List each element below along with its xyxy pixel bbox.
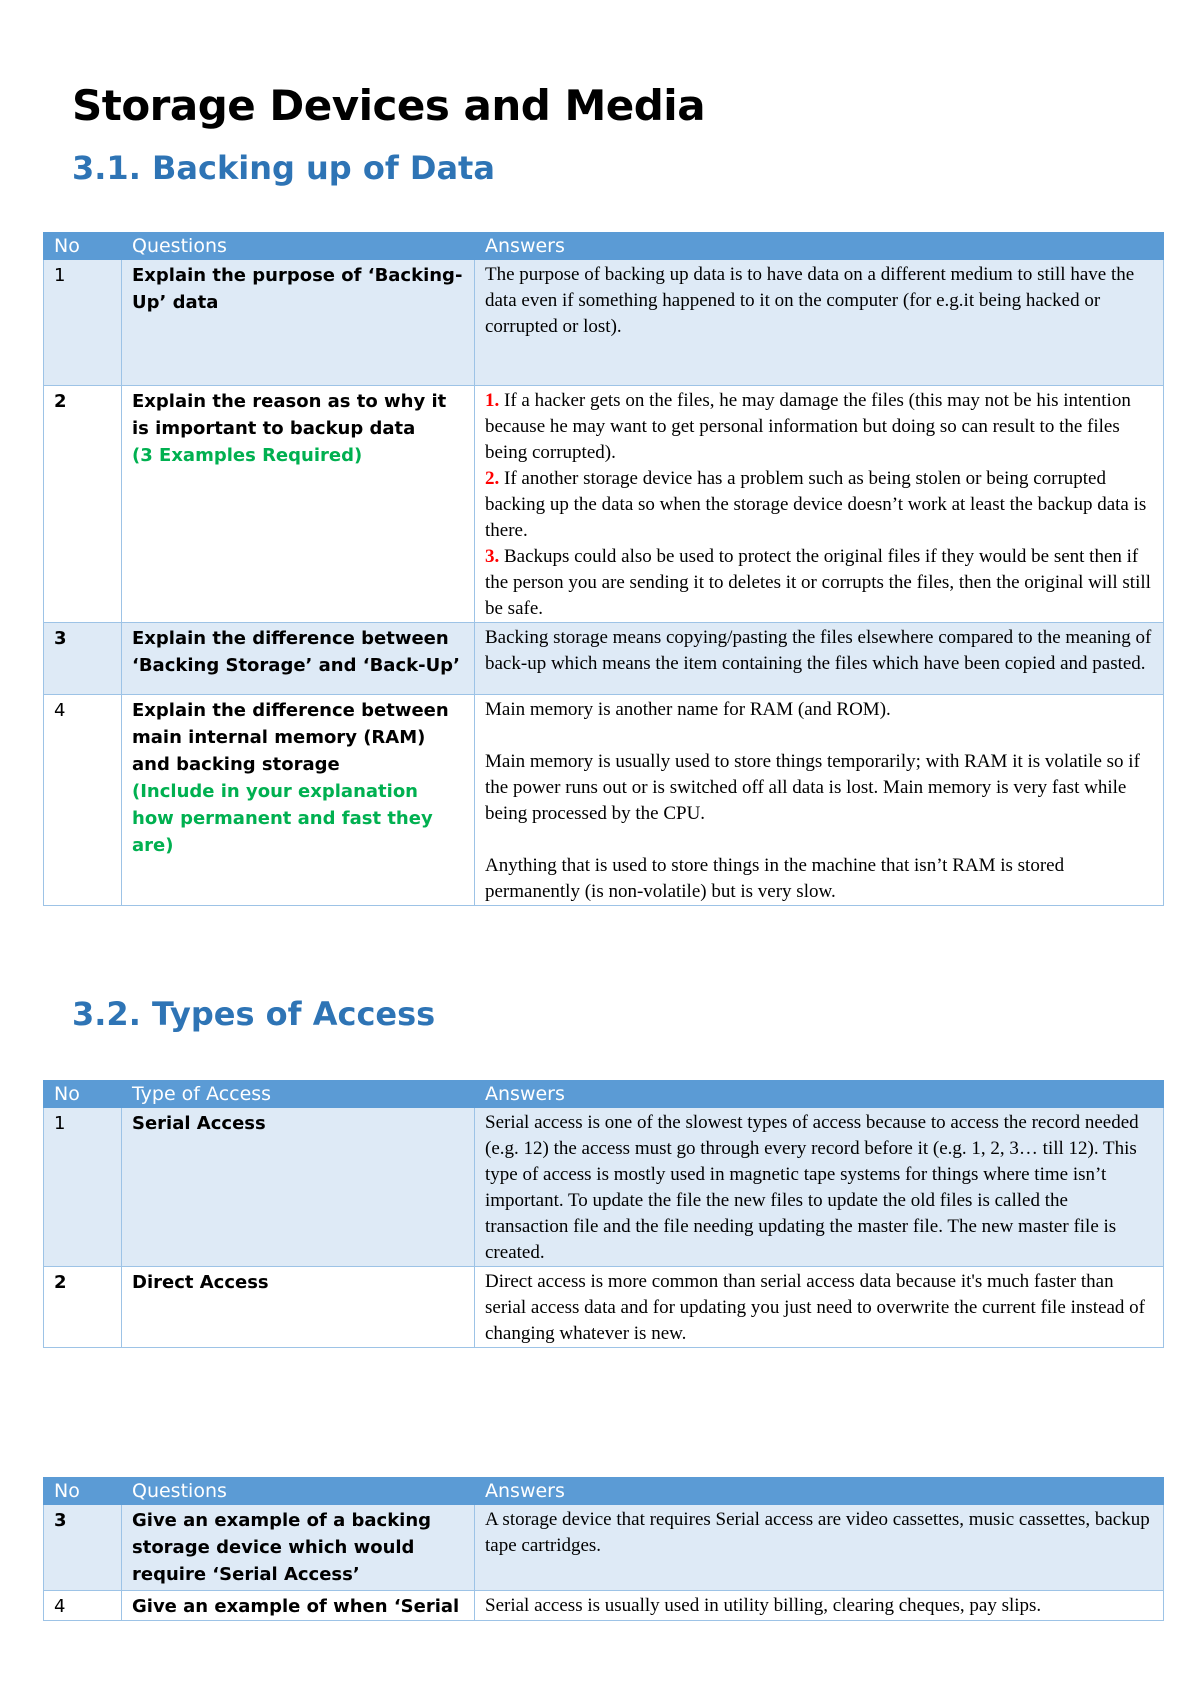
- row-number: 1: [44, 1108, 122, 1267]
- question-note: (3 Examples Required): [132, 445, 363, 466]
- column-header-no: No: [44, 233, 122, 260]
- answer-item-number: 1.: [485, 390, 500, 411]
- answer-item-text: If a hacker gets on the files, he may damage the files (this may not be his intention because he may want to get personal information but doing so can result to the files being corrupted).: [485, 390, 1131, 463]
- document-title: Storage Devices and Media: [72, 81, 706, 130]
- row-number: 4: [44, 1591, 122, 1621]
- table-header-row: [44, 1478, 1164, 1505]
- answer-cell: Direct access is more common than serial access data because it's much faster than serial access data and for updating you just need to overwrite the current file instead of changing whatever is new.: [475, 1267, 1164, 1348]
- answer-item-number: 2.: [485, 468, 500, 489]
- table-row: [44, 1108, 1164, 1267]
- table-row: [44, 1505, 1164, 1591]
- row-number: 1: [44, 260, 122, 386]
- table-header-row: [44, 1081, 1164, 1108]
- question-cell: Serial Access: [122, 1108, 475, 1267]
- table-row: [44, 695, 1164, 906]
- answer-cell: The purpose of backing up data is to have data on a different medium to still have the data even if something happened to it on the computer (for e.g.it being hacked or corrupted or lost).: [475, 260, 1164, 386]
- table-row: [44, 1591, 1164, 1621]
- answer-cell: Serial access is one of the slowest types of access because to access the record needed (e.g. 12) the access must go through every record before it (e.g. 1, 2, 3… till 12). This type of access is mostly used in magnetic tape systems for things where time isn’t important. To update the file the new files to update the old files is called the transaction file and the file needing updating the master file. The new master file is created.: [475, 1108, 1164, 1267]
- question-cell: Explain the difference between ‘Backing Storage’ and ‘Back-Up’: [122, 623, 475, 695]
- column-header-no: No: [44, 1081, 122, 1108]
- column-header-questions: Questions: [122, 1478, 475, 1505]
- column-header-questions: Questions: [122, 233, 475, 260]
- answer-paragraph: Anything that is used to store things in the machine that isn’t RAM is stored permanently (is non-volatile) but is very slow.: [485, 855, 1065, 902]
- column-header-type-of-access: Type of Access: [122, 1081, 475, 1108]
- answer-cell: [475, 695, 1164, 906]
- backing-up-table: [43, 232, 1164, 906]
- answer-item-number: 3.: [485, 546, 500, 567]
- answer-cell: A storage device that requires Serial access are video cassettes, music cassettes, backup tape cartridges.: [475, 1505, 1164, 1591]
- table-header-row: [44, 233, 1164, 260]
- answer-paragraph: Main memory is another name for RAM (and ROM).: [485, 699, 891, 720]
- section-heading-types-of-access: 3.2. Types of Access: [72, 995, 436, 1033]
- table-row: [44, 1267, 1164, 1348]
- serial-access-examples-table: [43, 1477, 1164, 1621]
- question-text: Explain the reason as to why it is important to backup data: [132, 391, 447, 439]
- question-cell: Give an example of a backing storage device which would require ‘Serial Access’: [122, 1505, 475, 1591]
- answer-cell: Backing storage means copying/pasting the files elsewhere compared to the meaning of back-up which means the item containing the files which have been copied and pasted.: [475, 623, 1164, 695]
- answer-cell: [475, 386, 1164, 623]
- answer-item: [485, 544, 1153, 622]
- question-cell: Give an example of when ‘Serial: [122, 1591, 475, 1621]
- section-heading-backing-up: 3.1. Backing up of Data: [72, 149, 495, 187]
- column-header-no: No: [44, 1478, 122, 1505]
- row-number: 4: [44, 695, 122, 906]
- table-row: [44, 623, 1164, 695]
- table-row: [44, 260, 1164, 386]
- table-row: [44, 386, 1164, 623]
- column-header-answers: Answers: [475, 233, 1164, 260]
- row-number: 3: [44, 623, 122, 695]
- row-number: 2: [44, 1267, 122, 1348]
- question-cell: [122, 695, 475, 906]
- types-of-access-table: [43, 1080, 1164, 1348]
- answer-item-text: If another storage device has a problem such as being stolen or being corrupted backing up the data so when the storage device doesn’t work at least the backup data is there.: [485, 468, 1147, 541]
- answer-item-text: Backups could also be used to protect the original files if they would be sent then if the person you are sending it to deletes it or corrupts the files, then the original will still be safe.: [485, 546, 1151, 619]
- question-cell: Direct Access: [122, 1267, 475, 1348]
- answer-cell: Serial access is usually used in utility billing, clearing cheques, pay slips.: [475, 1591, 1164, 1621]
- row-number: 2: [44, 386, 122, 623]
- question-cell: [122, 386, 475, 623]
- column-header-answers: Answers: [475, 1478, 1164, 1505]
- question-text: Explain the difference between main internal memory (RAM) and backing storage: [132, 700, 449, 775]
- question-cell: Explain the purpose of ‘Backing-Up’ data: [122, 260, 475, 386]
- answer-paragraph: Main memory is usually used to store things temporarily; with RAM it is volatile so if the power runs out or is switched off all data is lost. Main memory is very fast while being processed by the CPU.: [485, 751, 1140, 824]
- column-header-answers: Answers: [475, 1081, 1164, 1108]
- question-note: (Include in your explanation how permanent and fast they are): [132, 781, 433, 856]
- answer-item: [485, 388, 1153, 466]
- row-number: 3: [44, 1505, 122, 1591]
- answer-item: [485, 466, 1153, 544]
